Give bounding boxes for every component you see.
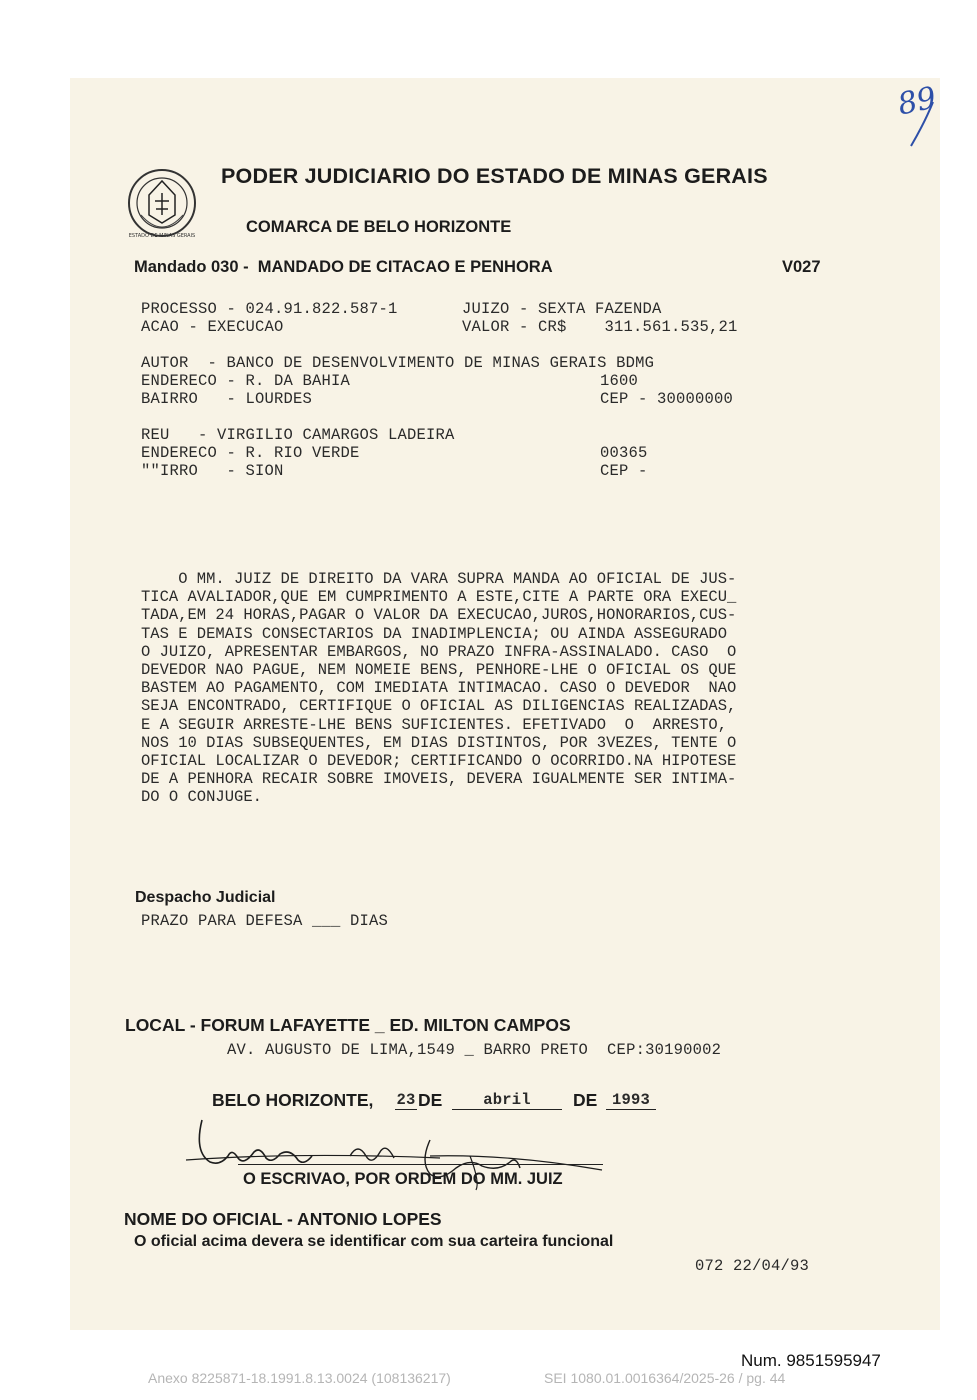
signature-line	[238, 1164, 603, 1165]
autor-numero: 1600	[600, 372, 639, 390]
reu-name: REU - VIRGILIO CAMARGOS LADEIRA	[141, 426, 455, 444]
coat-of-arms-seal	[125, 165, 199, 243]
reu-cep: CEP -	[600, 462, 648, 480]
svg-text:ESTADO DE MINAS GERAIS: ESTADO DE MINAS GERAIS	[128, 233, 196, 239]
date-year: 1993	[606, 1091, 656, 1110]
reu-numero: 00365	[600, 444, 648, 462]
reu-endereco: ENDERECO - R. RIO VERDE	[141, 444, 360, 462]
mandado-title: Mandado 030 - MANDADO DE CITACAO E PENHORA	[134, 258, 553, 276]
valor-field: VALOR - CR$ 311.561.535,21	[462, 318, 738, 336]
autor-cep: CEP - 30000000	[600, 390, 734, 408]
date-month: abril	[452, 1091, 562, 1110]
oficial-note: O oficial acima devera se identificar com sua carteira funcional	[134, 1233, 614, 1250]
date-de1: DE	[418, 1090, 443, 1110]
handwritten-page-number: 89	[894, 80, 940, 123]
document-number: Num. 9851595947	[741, 1351, 881, 1370]
juizo-field: JUIZO - SEXTA FAZENDA	[462, 300, 662, 318]
date-de2: DE	[573, 1090, 598, 1110]
reu-bairro: ""IRRO - SION	[141, 462, 284, 480]
processo-number: PROCESSO - 024.91.822.587-1	[141, 300, 398, 318]
despacho-title: Despacho Judicial	[135, 889, 276, 906]
date-day: 23	[396, 1091, 416, 1109]
autor-endereco: ENDERECO - R. DA BAHIA	[141, 372, 351, 390]
header-title: PODER JUDICIARIO DO ESTADO DE MINAS GERAIS	[221, 164, 768, 188]
acao-field: ACAO - EXECUCAO	[141, 318, 284, 336]
autor-bairro: BAIRRO - LOURDES	[141, 390, 313, 408]
mandado-code: V027	[782, 258, 821, 276]
autor-name: AUTOR - BANCO DE DESENVOLVIMENTO DE MINAS GERAIS BDMG	[141, 354, 655, 372]
escrivao-caption: O ESCRIVAO, POR ORDEM DO MM. JUIZ	[243, 1170, 563, 1188]
sei-reference: SEI 1080.01.0016364/2025-26 / pg. 44	[544, 1370, 786, 1386]
comarca-title: COMARCA DE BELO HORIZONTE	[246, 218, 512, 236]
date-city: BELO HORIZONTE,	[212, 1090, 374, 1110]
prazo-defesa: PRAZO PARA DEFESA ___ DIAS	[141, 912, 389, 930]
anexo-reference: Anexo 8225871-18.1991.8.13.0024 (108136217)	[148, 1370, 451, 1386]
oficial-code: 072 22/04/93	[695, 1257, 810, 1275]
oficial-name: NOME DO OFICIAL - ANTONIO LOPES	[124, 1209, 442, 1229]
local-address: AV. AUGUSTO DE LIMA,1549 _ BARRO PRETO CEP:30190002	[227, 1041, 722, 1059]
mandado-body-text: O MM. JUIZ DE DIREITO DA VARA SUPRA MANDA AO OFICIAL DE JUS- TICA AVALIADOR,QUE EM CUMPRIMENTO A ESTE,CITE A PARTE ORA EXECU_ TADA,EM 24 HORAS,PAGAR O VALOR DA EXECUCAO,JUROS,HONORARIOS,CUS- TAS E DEMAIS CONSECTARIOS DA INADIMPLENCIA; OU AINDA ASSEGURADO O JUIZO, APRESENTAR EMBARGOS, NO PRAZO INFRA-ASSINALADO. CASO O DEVEDOR NAO PAGUE, NEM NOMEIE BENS, PENHORE-LHE O OFICIAL OS QUE BASTEM AO PAGAMENTO, COM IMEDIATA INTIMACAO. CASO O DEVEDOR NAO SEJA ENCONTRADO, CERTIFIQUE O OFICIAL AS DILIGENCIAS REALIZADAS, E A SEGUIR ARRESTE-LHE BENS SUFICIENTES. EFETIVADO O ARRESTO, NOS 10 DIAS SUBSEQUENTES, EM DIAS DISTINTOS, POR 3VEZES, TENTE O OFICIAL LOCALIZAR O DEVEDOR; CERTIFICANDO O OCORRIDO.NA HIPOTESE DE A PENHORA RECAIR SOBRE IMOVEIS, DEVERA IGUALMENTE SER INTIMA- DO O CONJUGE.	[141, 570, 737, 807]
local-title: LOCAL - FORUM LAFAYETTE _ ED. MILTON CAMPOS	[125, 1015, 571, 1035]
page-mark-slash	[903, 96, 939, 150]
